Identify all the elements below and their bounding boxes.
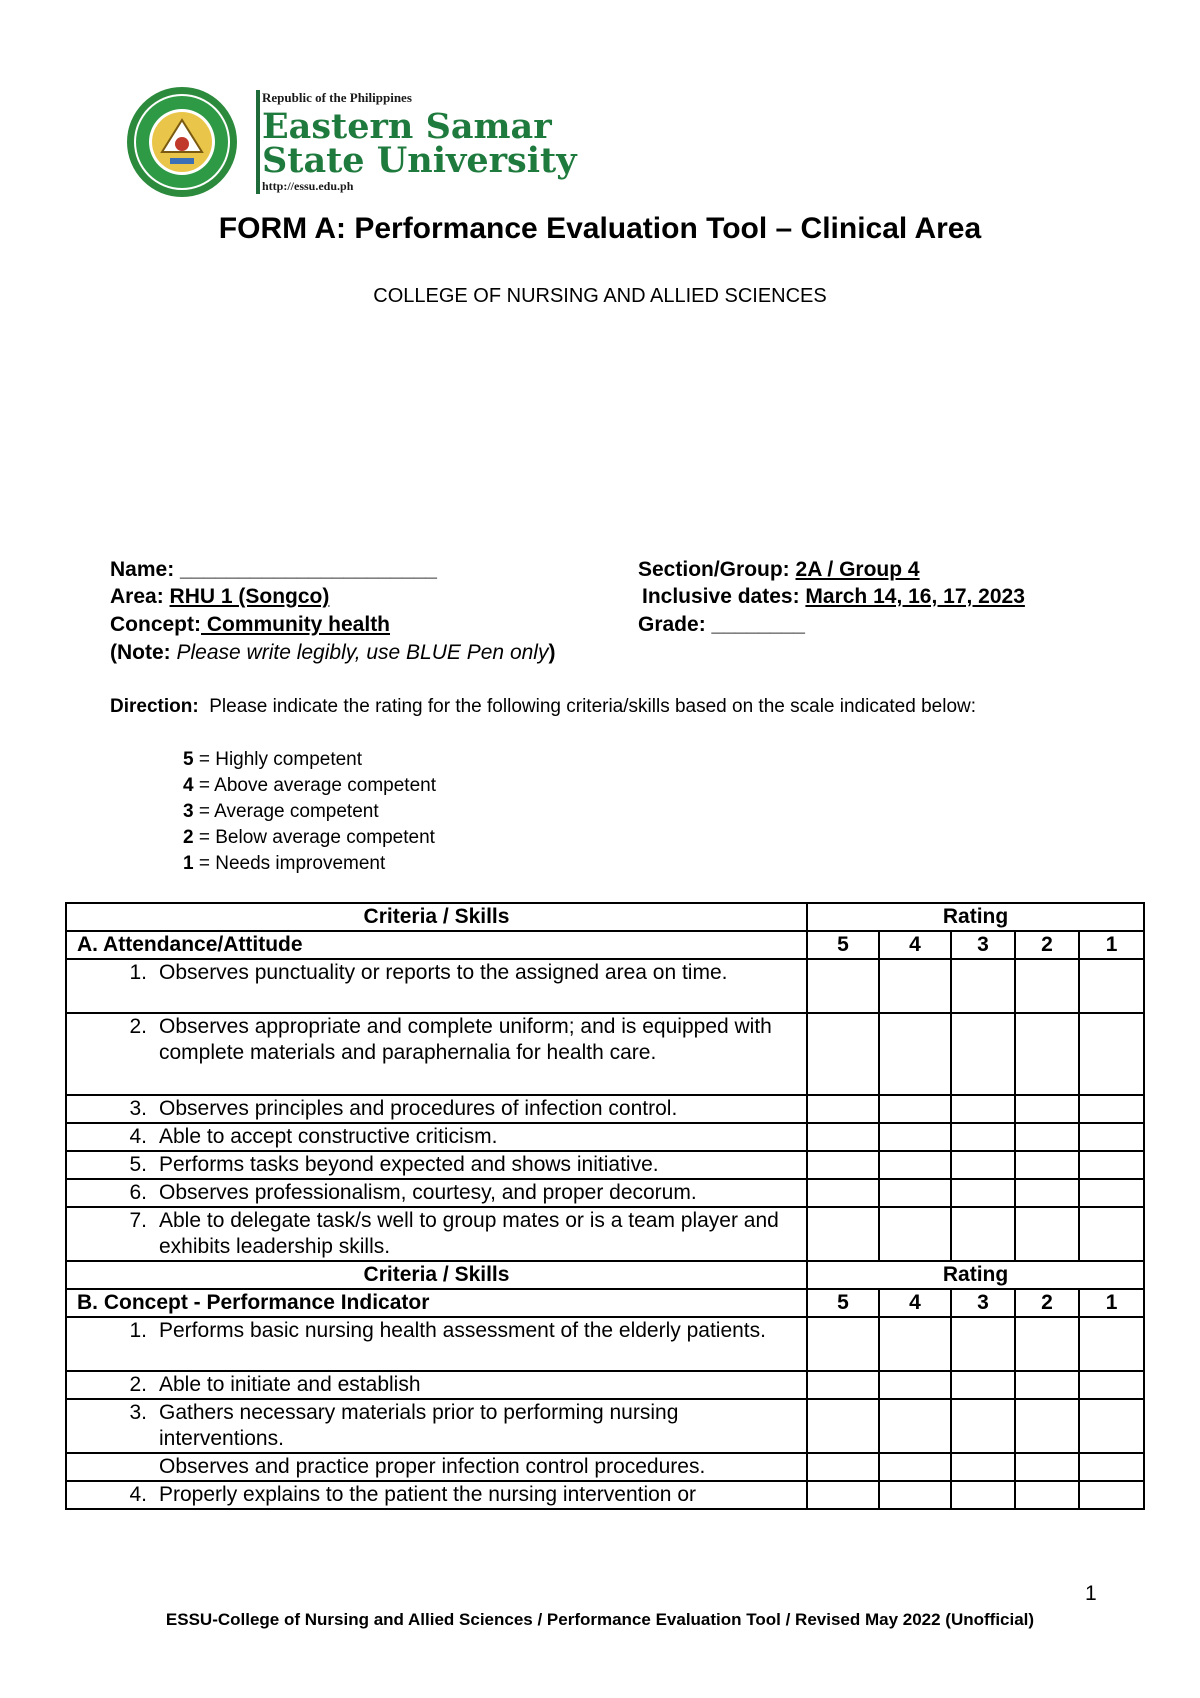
rating-cell[interactable] [1015, 1013, 1079, 1095]
rating-cell[interactable] [807, 1481, 879, 1509]
table-row: 2. Observes appropriate and complete uniform; and is equipped with complete materials and paraphernalia for health care. [66, 1013, 1144, 1095]
rating-col-4: 4 [879, 1289, 951, 1317]
section-value: 2A / Group 4 [795, 558, 920, 581]
rating-header: Rating [807, 903, 1144, 931]
rating-col-5: 5 [807, 1289, 879, 1317]
rating-cell[interactable] [879, 1399, 951, 1453]
university-name-line2: State University [262, 140, 577, 181]
direction-text [110, 694, 1070, 720]
table-row: 1. Performs basic nursing health assessment of the elderly patients. [66, 1317, 1144, 1371]
section-b-row [66, 1289, 1144, 1317]
rating-cell[interactable] [1015, 959, 1079, 1013]
criteria-text: Able to accept constructive criticism. [159, 1125, 498, 1148]
rating-cell[interactable] [1015, 1151, 1079, 1179]
note-text: Please write legibly, use BLUE Pen only [176, 641, 549, 664]
scale-item: 3 = Average competent [183, 801, 379, 822]
area-row [110, 583, 329, 610]
criteria-header: Criteria / Skills [66, 903, 807, 931]
rating-cell[interactable] [1079, 1481, 1144, 1509]
republic-text: Republic of the Philippines [262, 90, 412, 105]
concept-value: Community health [201, 613, 391, 636]
rating-col-2: 2 [1015, 1289, 1079, 1317]
rating-cell[interactable] [807, 1095, 879, 1123]
table-row: 6. Observes professionalism, courtesy, and proper decorum. [66, 1179, 1144, 1207]
direction-body: Please indicate the rating for the following criteria/skills based on the scale indicated below: [209, 696, 977, 717]
rating-cell[interactable] [1079, 1371, 1144, 1399]
rating-cell[interactable] [1015, 1123, 1079, 1151]
rating-cell[interactable] [951, 1481, 1015, 1509]
table-row: 3. Observes principles and procedures of infection control. [66, 1095, 1144, 1123]
table-header-row [66, 1261, 1144, 1289]
dates-row [642, 583, 1025, 610]
rating-cell[interactable] [1079, 1179, 1144, 1207]
section-b-title: B. Concept - Performance Indicator [66, 1289, 807, 1317]
rating-cell[interactable] [807, 1317, 879, 1371]
rating-cell[interactable] [951, 1453, 1015, 1481]
criteria-text: Performs tasks beyond expected and shows initiative. [159, 1153, 659, 1176]
rating-cell[interactable] [1015, 1481, 1079, 1509]
rating-cell[interactable] [879, 1481, 951, 1509]
university-url: http://essu.edu.ph [262, 179, 354, 193]
criteria-text: Performs basic nursing health assessment of the elderly patients. [159, 1319, 766, 1342]
section-a-title: A. Attendance/Attitude [66, 931, 807, 959]
table-row: 4. Able to accept constructive criticism. [66, 1123, 1144, 1151]
dates-label: Inclusive dates: [642, 585, 800, 608]
rating-cell[interactable] [807, 1371, 879, 1399]
name-label: Name: [110, 558, 175, 581]
name-row [110, 556, 437, 583]
page-number: 1 [1085, 1582, 1097, 1605]
rating-cell[interactable] [879, 1207, 951, 1261]
criteria-text: Able to initiate and establish [159, 1373, 421, 1396]
rating-cell[interactable] [951, 959, 1015, 1013]
criteria-text: Observes principles and procedures of infection control. [159, 1097, 678, 1120]
criteria-header: Criteria / Skills [66, 1261, 807, 1289]
form-title: FORM A: Performance Evaluation Tool – Clinical Area [218, 212, 982, 245]
note-suffix: ) [548, 641, 556, 664]
rating-cell[interactable] [807, 1179, 879, 1207]
rating-cell[interactable] [1079, 1095, 1144, 1123]
concept-row [110, 611, 390, 638]
rating-cell[interactable] [1015, 1399, 1079, 1453]
rating-cell[interactable] [1079, 1317, 1144, 1371]
rating-cell[interactable] [879, 1095, 951, 1123]
rating-cell[interactable] [951, 1317, 1015, 1371]
rating-cell[interactable] [1079, 1207, 1144, 1261]
dates-value: March 14, 16, 17, 2023 [805, 585, 1025, 608]
rating-cell[interactable] [951, 1013, 1015, 1095]
rating-cell[interactable] [879, 959, 951, 1013]
criteria-text: Observes punctuality or reports to the assigned area on time. [159, 961, 728, 984]
note-row [110, 639, 555, 666]
scale-item: 4 = Above average competent [183, 775, 436, 796]
direction-label: Direction: [110, 696, 199, 717]
rating-cell[interactable] [1015, 1179, 1079, 1207]
rating-col-3: 3 [951, 1289, 1015, 1317]
rating-cell[interactable] [951, 1179, 1015, 1207]
rating-cell[interactable] [879, 1123, 951, 1151]
table-row: 7. Able to delegate task/s well to group mates or is a team player and exhibits leadership skills. [66, 1207, 1144, 1261]
rating-cell[interactable] [951, 1371, 1015, 1399]
criteria-text: Gathers necessary materials prior to performing nursing interventions. [159, 1401, 679, 1450]
rating-cell[interactable] [879, 1317, 951, 1371]
criteria-text: Able to delegate task/s well to group mates or is a team player and exhibits leadership skills. [159, 1209, 779, 1258]
table-row: 4. Properly explains to the patient the nursing intervention or [66, 1481, 1144, 1509]
rating-col-5: 5 [807, 931, 879, 959]
note-prefix: (Note: [110, 641, 171, 664]
rating-cell[interactable] [1015, 1453, 1079, 1481]
college-name: COLLEGE OF NURSING AND ALLIED SCIENCES [373, 285, 827, 307]
name-field[interactable]: ______________________ [180, 558, 437, 581]
area-label: Area: [110, 585, 164, 608]
rating-cell[interactable] [951, 1399, 1015, 1453]
rating-cell[interactable] [1079, 1013, 1144, 1095]
rating-cell[interactable] [807, 1207, 879, 1261]
rating-cell[interactable] [807, 1123, 879, 1151]
rating-cell[interactable] [879, 1179, 951, 1207]
table-row: 2. Able to initiate and establish [66, 1371, 1144, 1399]
grade-field[interactable]: ________ [711, 613, 805, 636]
rating-cell[interactable] [951, 1123, 1015, 1151]
rating-cell[interactable] [1015, 1095, 1079, 1123]
rating-col-4: 4 [879, 931, 951, 959]
rating-header: Rating [807, 1261, 1144, 1289]
table-row: 5. Performs tasks beyond expected and shows initiative. [66, 1151, 1144, 1179]
criteria-text: Observes appropriate and complete uniform; and is equipped with complete materials and paraphernalia for health care. [159, 1015, 772, 1064]
footer-text: ESSU-College of Nursing and Allied Sciences / Performance Evaluation Tool / Revised May 2022 (Unofficial) [165, 1610, 1035, 1629]
rating-cell[interactable] [879, 1013, 951, 1095]
rating-cell[interactable] [1079, 1399, 1144, 1453]
rating-cell[interactable] [1079, 959, 1144, 1013]
rating-col-1: 1 [1079, 931, 1144, 959]
section-a-row [66, 931, 1144, 959]
rating-cell[interactable] [1079, 1453, 1144, 1481]
rating-cell[interactable] [951, 1095, 1015, 1123]
grade-label: Grade: [638, 613, 706, 636]
section-label: Section/Group: [638, 558, 790, 581]
scale-item: 5 = Highly competent [183, 749, 363, 770]
rating-col-2: 2 [1015, 931, 1079, 959]
rating-cell[interactable] [879, 1453, 951, 1481]
rating-cell[interactable] [879, 1151, 951, 1179]
rating-cell[interactable] [951, 1151, 1015, 1179]
rating-cell[interactable] [807, 959, 879, 1013]
rating-col-1: 1 [1079, 1289, 1144, 1317]
rating-cell[interactable] [807, 1399, 879, 1453]
area-value: RHU 1 (Songco) [169, 585, 330, 608]
rating-cell[interactable] [807, 1013, 879, 1095]
table-header-row [66, 903, 1144, 931]
scale-item: 2 = Below average competent [183, 827, 435, 848]
rating-cell[interactable] [1015, 1371, 1079, 1399]
criteria-text: Observes professionalism, courtesy, and proper decorum. [159, 1181, 697, 1204]
table-row: 3. Gathers necessary materials prior to performing nursing interventions. [66, 1399, 1144, 1453]
university-name-line1: Eastern Samar [262, 106, 552, 147]
rating-cell[interactable] [951, 1207, 1015, 1261]
logo-divider [256, 90, 260, 194]
rating-cell[interactable] [807, 1453, 879, 1481]
university-seal-icon [126, 86, 238, 198]
rating-cell[interactable] [807, 1151, 879, 1179]
concept-label: Concept: [110, 613, 201, 636]
evaluation-table [65, 902, 1145, 1510]
scale-item: 1 = Needs improvement [183, 853, 386, 874]
rating-cell[interactable] [879, 1371, 951, 1399]
rating-cell[interactable] [1015, 1207, 1079, 1261]
rating-cell[interactable] [1079, 1123, 1144, 1151]
grade-row [638, 611, 805, 638]
section-row [638, 556, 920, 583]
rating-cell[interactable] [1079, 1151, 1144, 1179]
criteria-text: Observes and practice proper infection control procedures. [159, 1455, 706, 1478]
criteria-text: Properly explains to the patient the nursing intervention or [159, 1483, 696, 1506]
table-row [66, 1453, 1144, 1481]
table-row: 1. Observes punctuality or reports to the assigned area on time. [66, 959, 1144, 1013]
rating-col-3: 3 [951, 931, 1015, 959]
rating-cell[interactable] [1015, 1317, 1079, 1371]
